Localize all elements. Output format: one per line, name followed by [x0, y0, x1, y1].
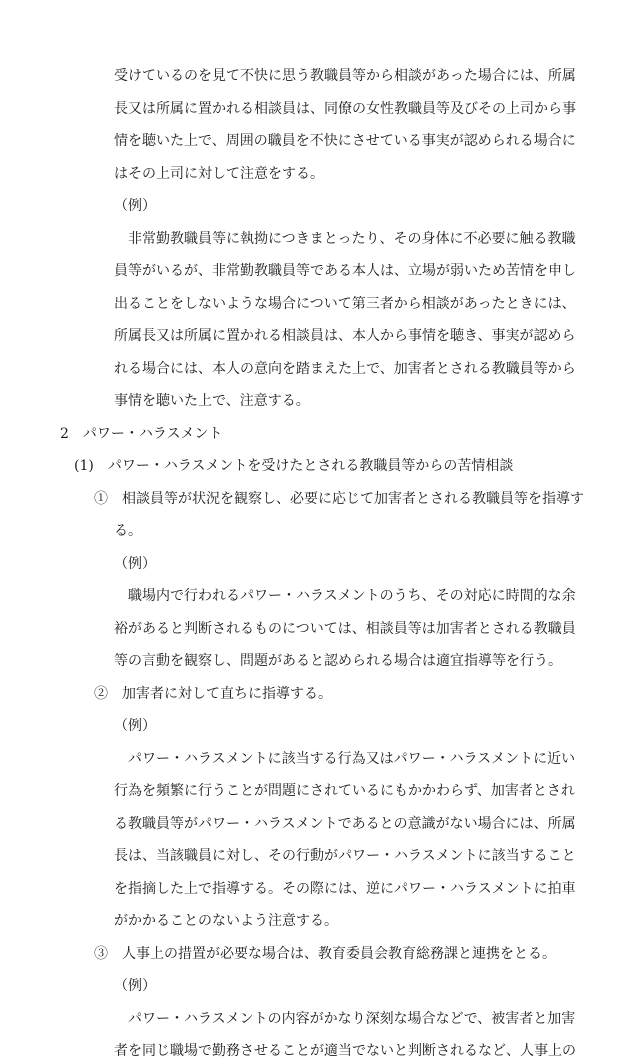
text-line: れる場合には、本人の意向を踏まえた上で、加害者とされる教職員等から [114, 361, 576, 377]
text-line: 裕があると判断されるものについては、相談員等は加害者とされる教職員 [114, 621, 576, 637]
text-line: 所属長又は所属に置かれる相談員は、本人から事情を聴き、事実が認めら [114, 328, 576, 344]
subsection-heading: (1) パワー・ハラスメントを受けたとされる教職員等からの苦情相談 [74, 458, 514, 474]
text-line: 行為を頻繁に行うことが問題にされているにもかかわらず、加害者とされ [114, 783, 575, 799]
text-line: 等の言動を観察し、問題があると認められる場合は適宜指導等を行う。 [114, 653, 562, 669]
text-line: 員等がいるが、非常勤教職員等である本人は、立場が弱いため苦情を申し [114, 263, 576, 279]
text-line: 情を聴いた上で、周囲の職員を不快にさせている事実が認められる場合に [114, 133, 576, 149]
text-line: 長又は所属に置かれる相談員は、同僚の女性教職員等及びその上司から事 [114, 101, 576, 117]
text-line: 者を同じ職場で勤務させることが適当でないと判断されるなど、人事上の [114, 1043, 576, 1059]
text-line: る教職員等がパワー・ハラスメントであるとの意識がない場合には、所属 [114, 816, 576, 832]
text-line: 職場内で行われるパワー・ハラスメントのうち、その対応に時間的な余 [128, 588, 576, 604]
example-label: （例） [114, 718, 156, 734]
example-label: （例） [114, 198, 156, 214]
text-line: がかかることのないよう注意する。 [114, 913, 338, 929]
example-label: （例） [114, 978, 156, 994]
text-line: 受けているのを見て不快に思う教職員等から相談があった場合には、所属 [114, 68, 576, 84]
text-line: 事情を聴いた上で、注意する。 [114, 393, 310, 409]
text-line: 出ることをしないような場合について第三者から相談があったときには、 [114, 296, 576, 312]
text-line: パワー・ハラスメントに該当する行為又はパワー・ハラスメントに近い [128, 751, 576, 767]
section-heading: 2 パワー・ハラスメント [60, 426, 223, 442]
example-label: （例） [114, 556, 156, 572]
text-line: 非常勤教職員等に執拗につきまとったり、その身体に不必要に触る教職 [128, 231, 576, 247]
text-line: る。 [114, 523, 142, 539]
item-heading: ③ 人事上の措置が必要な場合は、教育委員会教育総務課と連携をとる。 [94, 946, 556, 962]
item-heading: ① 相談員等が状況を観察し、必要に応じて加害者とされる教職員等を指導す [94, 491, 584, 507]
text-line: を指摘した上で指導する。その際には、逆にパワー・ハラスメントに拍車 [114, 881, 576, 897]
item-heading: ② 加害者に対して直ちに指導する。 [94, 686, 332, 702]
text-line: 長は、当該職員に対し、その行動がパワー・ハラスメントに該当すること [114, 848, 576, 864]
text-line: はその上司に対して注意をする。 [114, 166, 324, 182]
text-line: パワー・ハラスメントの内容がかなり深刻な場合などで、被害者と加害 [128, 1011, 576, 1027]
